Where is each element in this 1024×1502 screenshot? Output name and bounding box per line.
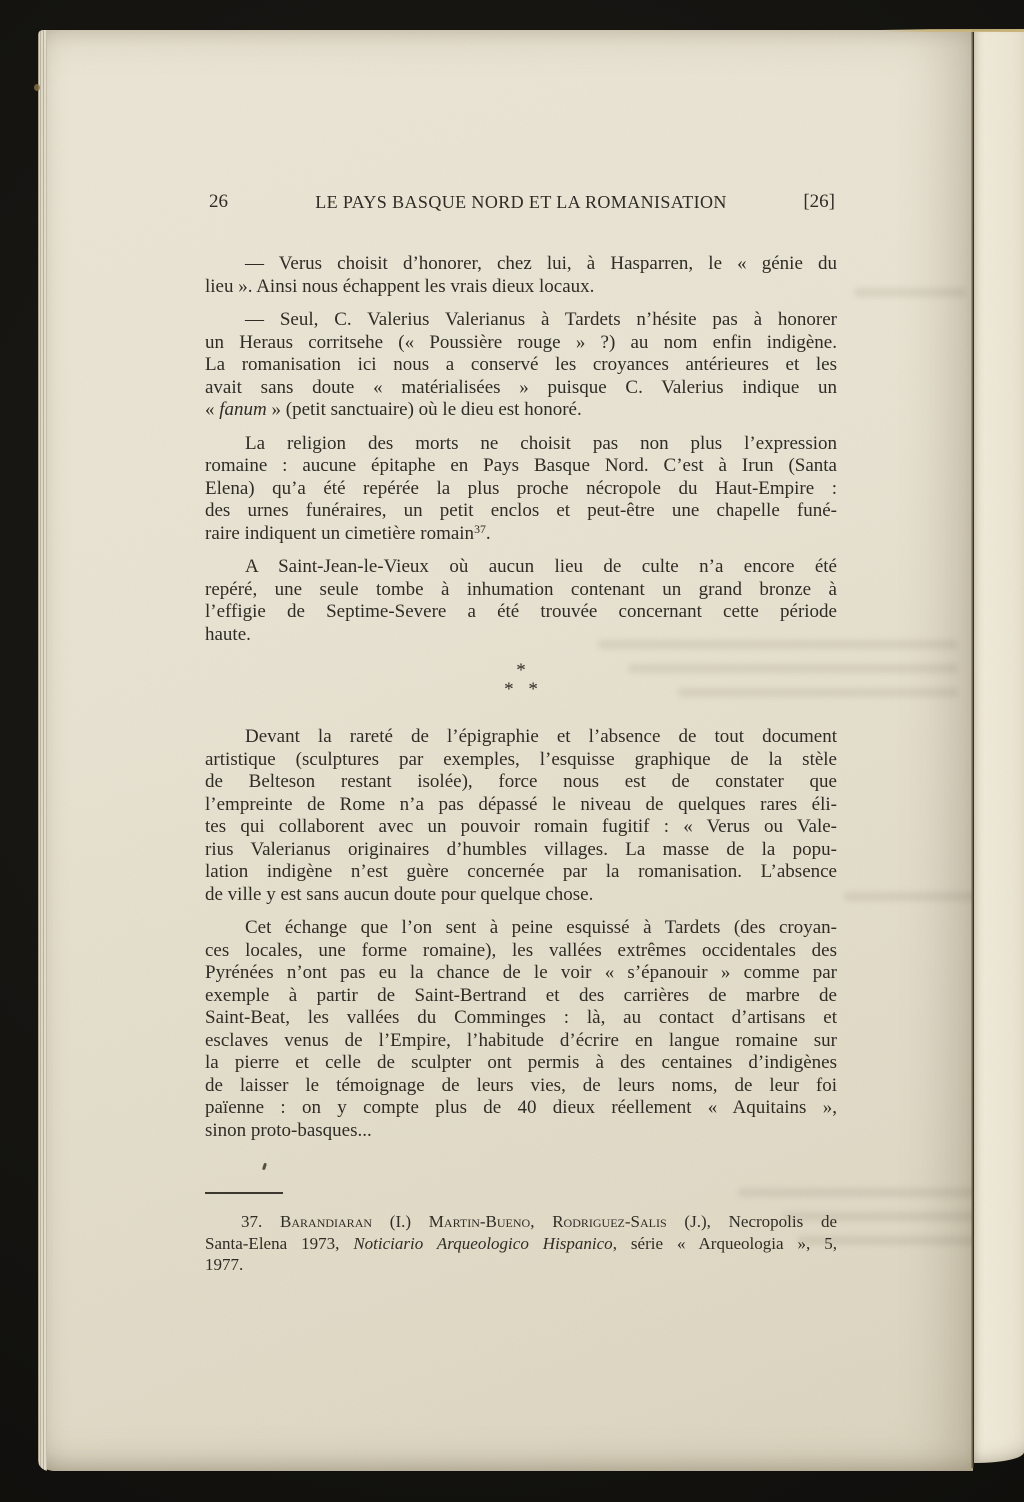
- paragraph: [205, 556, 837, 646]
- text-line: repéré, une seule tombe à inhumation contenant un grand bronze à: [205, 578, 837, 600]
- text-line: un Heraus corritsehe (« Poussière rouge » ?) au nom enfin indigène.: [205, 331, 837, 353]
- text-line: l’empreinte de Rome n’a pas dépassé le niveau de quelques rares éli-: [205, 793, 837, 815]
- text-line: Cet échange que l’on sent à peine esquissé à Tardets (des croyan-: [245, 917, 837, 938]
- page-edge-blemish: [34, 84, 40, 91]
- text-line: romaine : aucune épitaphe en Pays Basque Nord. C’est à Irun (Santa: [205, 455, 837, 476]
- text-line: Devant la rareté de l’épigraphie et l’absence de tout document: [245, 726, 837, 747]
- text-line: 37. Barandiaran (I.) Martin-Bueno, Rodriguez-Salis (J.), Necropolis de: [241, 1212, 838, 1231]
- text-line: de Belteson restant isolée), force nous est de constater que: [205, 771, 837, 792]
- text-line: Santa-Elena 1973, Noticiario Arqueologico Hispanico, série « Arqueologia », 5,: [205, 1233, 837, 1253]
- text-line: haute.: [205, 623, 251, 645]
- text-line: de ville y est sans aucun doute pour quelque chose.: [205, 883, 594, 905]
- text-line: des urnes funéraires, un petit enclos et peut-être une chapelle funé-: [205, 500, 837, 521]
- text-line: rius Valerianus originaires d’humbles villages. La masse de la popu-: [205, 838, 837, 860]
- text-line: lieu ». Ainsi nous échappent les vrais dieux locaux.: [205, 275, 595, 297]
- text-line: La romanisation ici nous a conservé les croyances antérieures et les: [205, 354, 837, 375]
- text-line: 1977.: [205, 1255, 244, 1274]
- text-line: Pyrénées n’ont pas eu la chance de le voir « s’épanouir » comme par: [205, 962, 837, 983]
- paragraph: [205, 433, 837, 546]
- text-line: — Verus choisit d’honorer, chez lui, à Hasparren, le « génie du: [245, 253, 837, 274]
- text-line: artistique (sculptures par exemples, l’esquisse graphique de la stèle: [205, 748, 837, 770]
- page-stack-edge: [38, 30, 49, 1471]
- text-line: La religion des morts ne choisit pas non plus l’expression: [245, 432, 837, 454]
- text-line: A Saint-Jean-le-Vieux où aucun lieu de culte n’a encore été: [245, 556, 837, 577]
- text-line: païenne : on y compte plus de 40 dieux réellement « Aquitains »,: [205, 1097, 837, 1118]
- book-page: [38, 30, 973, 1471]
- text-line: « fanum » (petit sanctuaire) où le dieu est honoré.: [205, 399, 582, 420]
- text-line: exemple à partir de Saint-Bertrand et des carrières de marbre de: [205, 984, 837, 1006]
- paragraph: [205, 726, 837, 906]
- text-line: esclaves venus de l’Empire, l’habitude d’écrire en langue romaine sur: [205, 1029, 837, 1051]
- page-top-edge-highlight: [880, 29, 1024, 32]
- paragraph: [205, 309, 837, 422]
- text-line: de laisser le témoignage de leurs vies, de leurs noms, de leur foi: [205, 1074, 837, 1096]
- running-title: LE PAYS BASQUE NORD ET LA ROMANISATION: [315, 192, 727, 212]
- text-column: [205, 30, 837, 1471]
- page-header: [205, 190, 837, 216]
- text-line: ces locales, une forme romaine), les vallées extrêmes occidentales des: [205, 939, 837, 961]
- text-line: l’effigie de Septime-Severe a été trouvée concernant cette période: [205, 601, 837, 622]
- text-line: lation indigène n’est guère concernée par la romanisation. L’absence: [205, 861, 837, 882]
- text-line: — Seul, C. Valerius Valerianus à Tardets n’hésite pas à honorer: [245, 309, 837, 330]
- paragraph: [205, 253, 837, 298]
- text-line: raire indiquent un cimetière romain$^{37}$.: [205, 522, 491, 544]
- text-line: Saint-Beat, les vallées du Comminges : là, au contact d’artisans et: [205, 1007, 837, 1028]
- section-separator: * * *: [504, 660, 538, 700]
- stray-ink-mark: [262, 1163, 267, 1171]
- folio-left: 26: [209, 191, 228, 212]
- paragraph: [205, 917, 837, 1142]
- footnote-rule: [205, 1192, 283, 1194]
- folio-right: [26]: [803, 191, 835, 212]
- show-through-smudge: [854, 288, 966, 297]
- text-line: Elena) qu’a été repérée la plus proche nécropole du Haut-Empire :: [205, 477, 837, 499]
- body-text: [205, 253, 837, 1153]
- text-line: la pierre et celle de sculpter ont permis à des centaines d’indigènes: [205, 1052, 837, 1073]
- text-line: tes qui collaborent avec un pouvoir romain fugitif : « Verus ou Vale-: [205, 816, 837, 837]
- adjacent-page-edge: [974, 31, 1024, 1463]
- text-line: sinon proto-basques...: [205, 1119, 372, 1141]
- footnote: [205, 1192, 837, 1276]
- text-line: avait sans doute « matérialisées » puisque C. Valerius indique un: [205, 376, 837, 398]
- footnote-text: [205, 1211, 837, 1276]
